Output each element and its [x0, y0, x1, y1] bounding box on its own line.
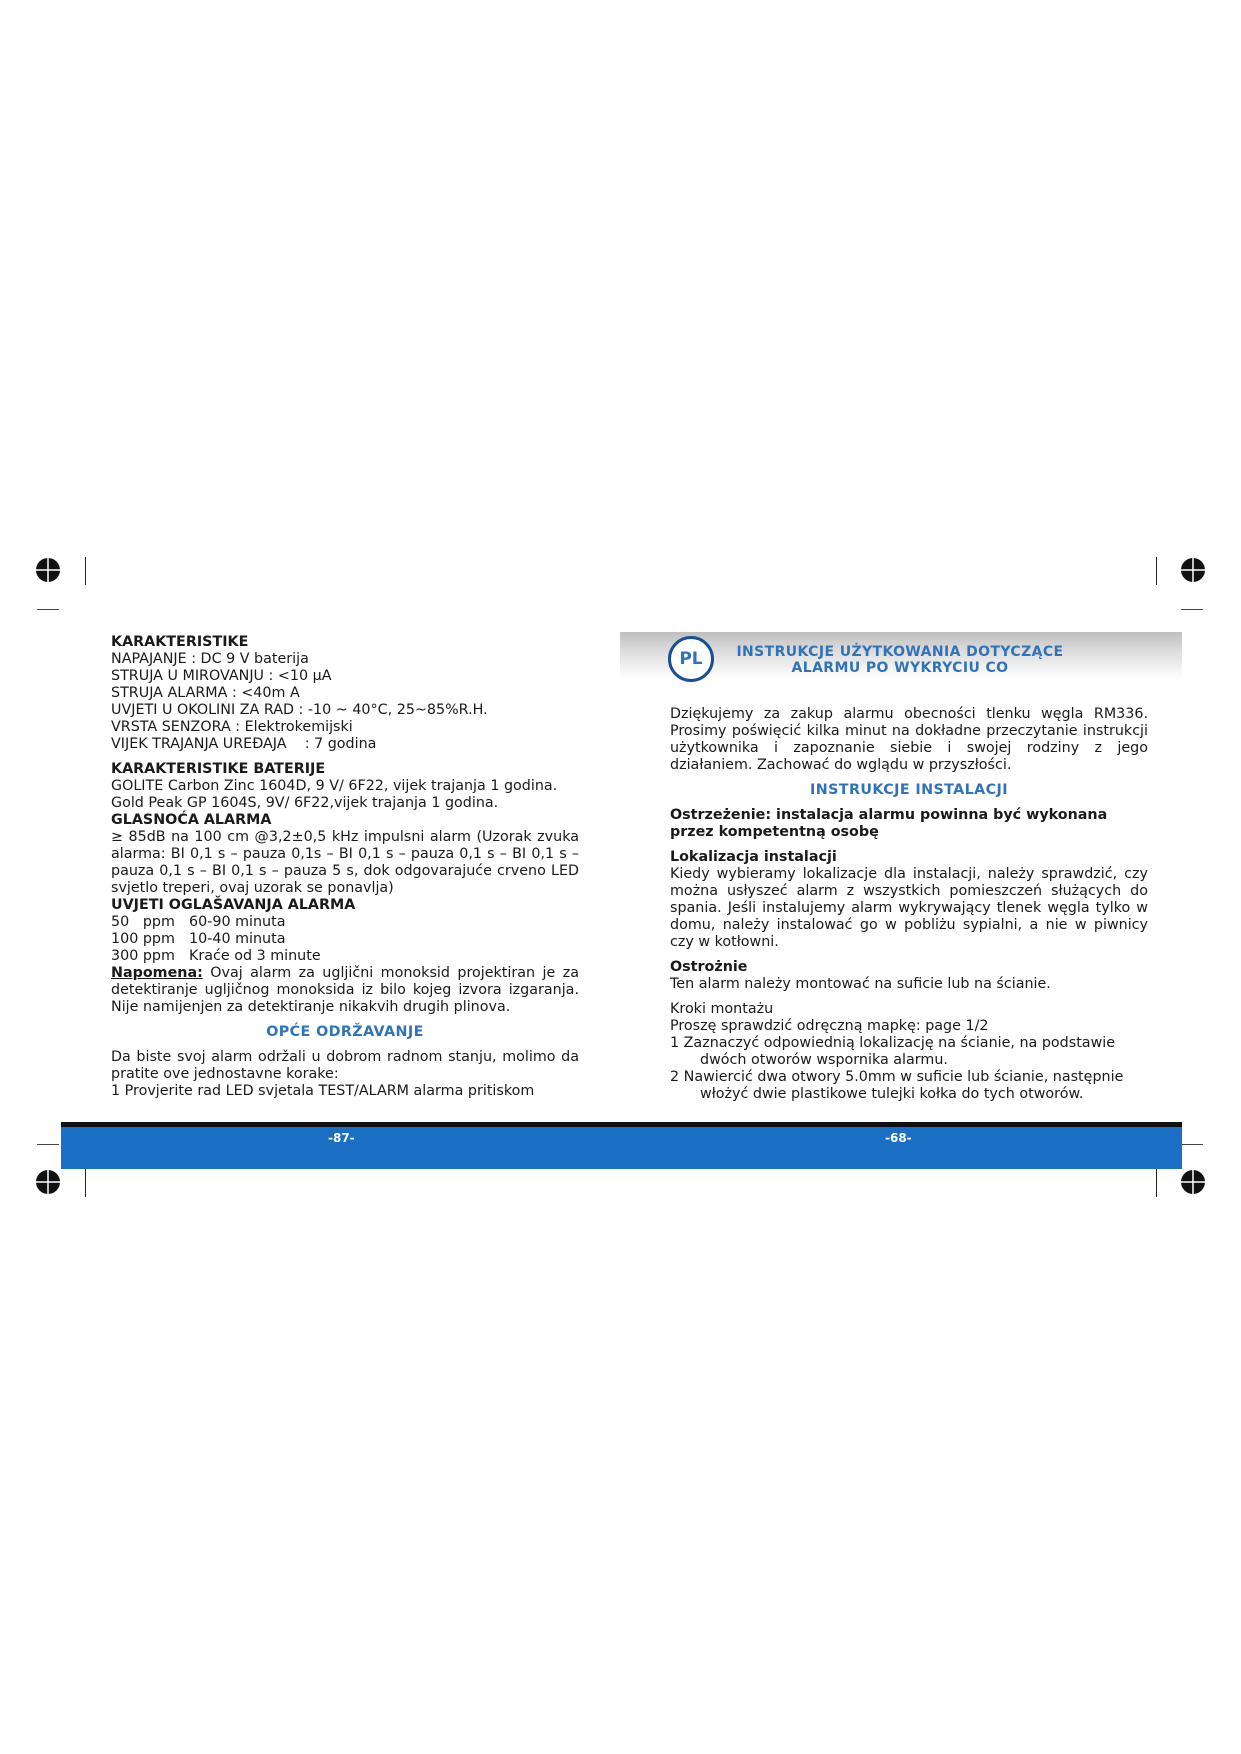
left-page-content	[111, 634, 579, 1100]
step-line: 1 Zaznaczyć odpowiednią lokalizację na ścianie, na podstawie	[670, 1035, 1116, 1051]
section-header-title	[720, 644, 1080, 676]
registration-mark-icon	[1180, 557, 1206, 583]
registration-mark-icon	[1180, 1169, 1206, 1195]
crop-mark	[37, 1144, 59, 1145]
alarm-condition-row	[111, 931, 579, 948]
registration-mark-icon	[35, 1169, 61, 1195]
step-line: włożyć dwie plastikowe tulejki kołka do tych otworów.	[700, 1086, 1084, 1102]
caution-text: Ten alarm należy montować na suficie lub na ścianie.	[670, 976, 1051, 992]
time-value: 60-90 minuta	[189, 914, 286, 930]
ppm-value: 50 ppm	[111, 914, 175, 930]
maintenance-item: 1 Provjerite rad LED svjetala TEST/ALARM alarma pritiskom	[111, 1083, 535, 1099]
section-title-uvjeti: UVJETI OGLAŠAVANJA ALARMA	[111, 897, 356, 913]
page-number-right: -68-	[885, 1131, 912, 1145]
battery-line: Gold Peak GP 1604S, 9V/ 6F22,vijek trajanja 1 godina.	[111, 795, 499, 811]
alarm-condition-row	[111, 948, 579, 965]
spec-line: VRSTA SENZORA : Elektrokemijski	[111, 719, 353, 735]
location-text: Kiedy wybieramy lokalizacje dla instalacji, należy sprawdzić, czy można usłyszeć alarm z wszystkich pomieszczeń służących do spania. Jeśli instalujemy alarm wykrywający tlenek węgla tylko w domu, należy instalować go w pobliżu sypialni, a nie w piwnicy czy w kotłowni.	[670, 866, 1148, 950]
step-line: dwóch otworów wspornika alarmu.	[700, 1052, 948, 1068]
section-title-glasnoca: GLASNOĆA ALARMA	[111, 812, 272, 828]
page-number-left: -87-	[328, 1131, 355, 1145]
steps-title: Kroki montażu	[670, 1001, 774, 1017]
battery-line: GOLITE Carbon Zinc 1604D, 9 V/ 6F22, vijek trajanja 1 godina.	[111, 778, 558, 794]
crop-mark	[85, 557, 86, 585]
note-paragraph	[111, 965, 579, 1016]
ppm-value: 300 ppm	[111, 948, 175, 964]
crop-mark	[85, 1169, 86, 1197]
note-text: Ovaj alarm za ugljični monoksid projektiran je za detektiranje ugljičnog monoksida iz bilo kojeg izvora izgaranja. Nije namijenjen za detektiranje nikakvih drugih plinova.	[111, 965, 579, 1015]
spec-line: STRUJA U MIROVANJU : <10 μA	[111, 668, 332, 684]
maintenance-text: Da biste svoj alarm održali u dobrom radnom stanju, molimo da pratite ove jednostavne korake:	[111, 1049, 579, 1082]
spec-line: VIJEK TRAJANJA UREĐAJA : 7 godina	[111, 736, 377, 752]
spec-line: UVJETI U OKOLINI ZA RAD : -10 ~ 40°C, 25~85%R.H.	[111, 702, 488, 718]
crop-mark	[1156, 1169, 1157, 1197]
alarm-volume-text: ≥ 85dB na 100 cm @3,2±0,5 kHz impulsni alarm (Uzorak zvuka alarma: BI 0,1 s – pauza 0,1s – BI 0,1 s – pauza 0,1 s – BI 0,1 s – pauza 0,1 s – BI 0,1 s – pauza 5 s, dok odgovarajuće crveno LED svjetlo treperi, ovaj uzorak se ponavlja)	[111, 829, 579, 896]
note-label: Napomena:	[111, 965, 203, 981]
section-title-karakteristike: KARAKTERISTIKE	[111, 634, 249, 650]
time-value: Kraće od 3 minute	[189, 948, 321, 964]
crop-mark	[1181, 1144, 1203, 1145]
ppm-value: 100 ppm	[111, 931, 175, 947]
section-title-instalacji: INSTRUKCJE INSTALACJI	[810, 782, 1008, 798]
language-badge: PL	[668, 636, 714, 682]
step-line: 2 Nawiercić dwa otwory 5.0mm w suficie lub ścianie, następnie	[670, 1069, 1124, 1085]
alarm-condition-row	[111, 914, 579, 931]
crop-mark	[1181, 609, 1203, 610]
crop-mark	[37, 609, 59, 610]
time-value: 10-40 minuta	[189, 931, 286, 947]
caution-title: Ostrożnie	[670, 959, 748, 975]
location-title: Lokalizacja instalacji	[670, 849, 837, 865]
spec-line: NAPAJANJE : DC 9 V baterija	[111, 651, 309, 667]
footer-bar	[61, 1127, 1182, 1169]
header-line: ALARMU PO WYKRYCIU CO	[791, 660, 1009, 676]
warning-text: Ostrzeżenie: instalacja alarmu powinna być wykonana przez kompetentną osobę	[670, 807, 1108, 840]
header-line: INSTRUKCJE UŻYTKOWANIA DOTYCZĄCE	[736, 644, 1064, 660]
registration-mark-icon	[35, 557, 61, 583]
right-page-content	[670, 706, 1148, 1103]
intro-paragraph: Dziękujemy za zakup alarmu obecności tlenku węgla RM336. Prosimy poświęcić kilka minut na dokładne przeczytanie instrukcji użytkownika i zapoznanie siebie i swojej rodziny z jego działaniem. Zachować do wglądu w przyszłości.	[670, 706, 1148, 773]
section-title-baterije: KARAKTERISTIKE BATERIJE	[111, 761, 326, 777]
section-title-odrzavanje: OPĆE ODRŽAVANJE	[266, 1024, 424, 1040]
steps-intro: Proszę sprawdzić odręczną mapkę: page 1/2	[670, 1018, 989, 1034]
crop-mark	[1156, 557, 1157, 585]
spec-line: STRUJA ALARMA : <40m A	[111, 685, 300, 701]
